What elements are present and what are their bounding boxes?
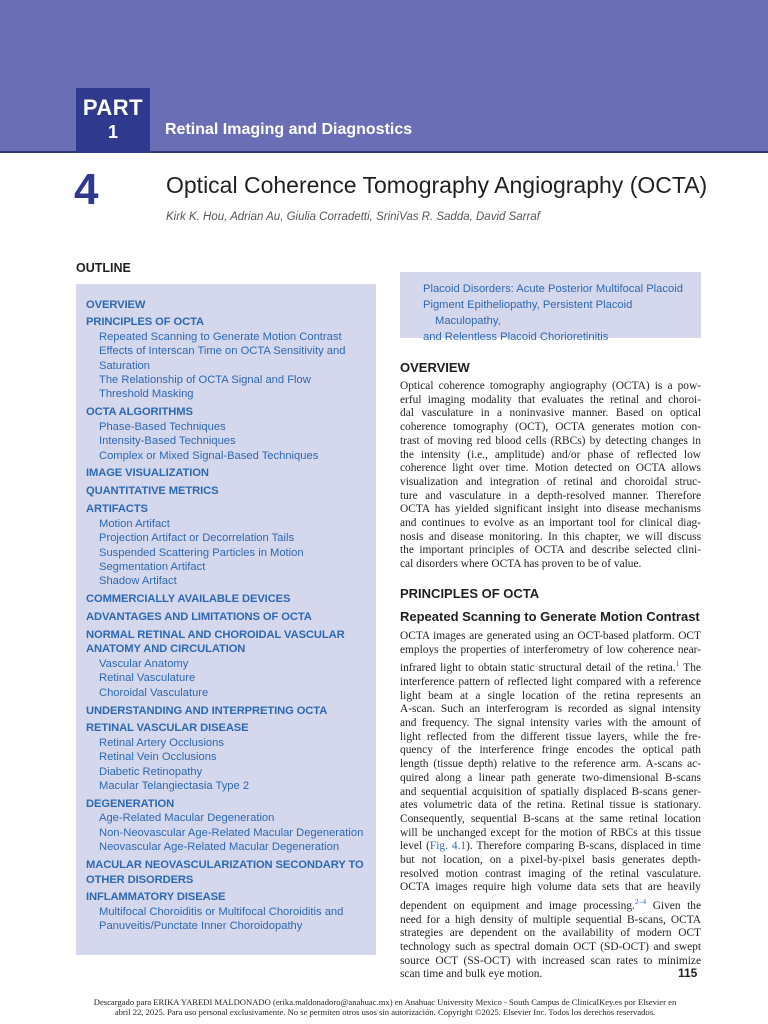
text-line: OCTA images are generated using an OCT-based platform. OCT xyxy=(400,630,701,642)
text-line: trast of moving red blood cells (RBCs) by detecting changes in xyxy=(400,434,701,447)
footer-line: Descargado para ERIKA YAREDI MALDONADO (erika.maldonadoro@anahuac.mx) en Anahuac University Mexico - South Campus de ClinicalKey.es por Elsevier en xyxy=(93,997,677,1007)
text-line: level (Fig. 4.1). Therefore comparing B-scans, displaced in time xyxy=(400,840,701,853)
outline-subsection-link[interactable] xyxy=(86,736,366,750)
text-line: A-scan. Such an interferogram is recorded as signal intensity xyxy=(400,703,701,716)
outline-section-link[interactable] xyxy=(86,466,366,480)
chapter-authors: Kirk K. Hou, Adrian Au, Giulia Corradetti, SriniVas R. Sadda, David Sarraf xyxy=(166,211,540,223)
outline-line: COMMERCIALLY AVAILABLE DEVICES xyxy=(86,593,291,606)
outline-line: MACULAR NEOVASCULARIZATION SECONDARY TO xyxy=(86,859,364,872)
outline-section-link[interactable] xyxy=(86,592,366,606)
outline-line: Intensity-Based Techniques xyxy=(99,435,236,448)
text-line: cal disorders where OCTA has proven to be of value. xyxy=(400,558,642,571)
outline-line: Vascular Anatomy xyxy=(99,657,189,670)
outline-subsection-link[interactable] xyxy=(86,671,366,685)
text-line: Consequently, sequential B-scans at the same retinal location xyxy=(400,812,701,825)
outline-line: Effects of Interscan Time on OCTA Sensitivity and xyxy=(99,345,346,358)
text-line: quency of the interference fringe encodes the optical path xyxy=(400,744,701,757)
text-line: technology such as spectral domain OCT (SD-OCT) and swept xyxy=(400,941,701,954)
part-title: Retinal Imaging and Diagnostics xyxy=(165,121,413,138)
outline-section-link[interactable] xyxy=(86,797,366,811)
text-line: the important principles of OCTA and describe selected clini- xyxy=(400,544,701,557)
text-line: but not location, on a pixel-by-pixel basis generates depth- xyxy=(400,854,701,867)
text-line: coherence tomography (OCT), OCTA generates motion con- xyxy=(400,421,701,434)
outline-subsection-link[interactable] xyxy=(86,517,366,531)
outline-subsection-link[interactable] xyxy=(86,330,366,344)
outline-line: RETINAL VASCULAR DISEASE xyxy=(86,722,249,735)
overview-paragraph xyxy=(400,380,701,572)
outline-line: Projection Artifact or Decorrelation Tails xyxy=(99,532,295,545)
outline-subsection-link[interactable] xyxy=(86,779,366,793)
outline-line: Motion Artifact xyxy=(99,517,170,530)
text-line: length (tissue depth) relative to the reference arm. A-scans ac- xyxy=(400,758,701,771)
text-line: will be unchanged except for the motion of RBCs at this tissue xyxy=(400,826,701,839)
outline-section-link[interactable] xyxy=(86,858,366,887)
outline-subsection-link[interactable] xyxy=(86,449,366,463)
outline-subsection-link[interactable] xyxy=(86,765,366,779)
outline-section-link[interactable] xyxy=(86,890,366,904)
outline-section-link[interactable] xyxy=(86,502,366,516)
text-line: OCTA has yielded significant insight into disease mechanisms xyxy=(400,503,701,516)
outline-subsection-link[interactable] xyxy=(86,420,366,434)
outline-section-link[interactable] xyxy=(86,721,366,735)
outline-line: Retinal Artery Occlusions xyxy=(99,736,224,749)
text-line: light beam at a single location of the retina represents an xyxy=(400,689,701,702)
outline-line: QUANTITATIVE METRICS xyxy=(86,485,219,498)
text-line: dependent on equipment and image processing.$^{2-4}$ Given the xyxy=(400,897,701,912)
outline-line: ANATOMY AND CIRCULATION xyxy=(86,643,246,656)
outline-line: PRINCIPLES OF OCTA xyxy=(86,316,204,329)
principles-subheading: Repeated Scanning to Generate Motion Contrast xyxy=(400,609,700,624)
outline-line: Repeated Scanning to Generate Motion Contrast xyxy=(99,330,342,343)
outline-line: Complex or Mixed Signal-Based Techniques xyxy=(99,449,319,462)
outline-line: Panuveitis/Punctate Inner Choroidopathy xyxy=(99,920,303,933)
outline-line: OVERVIEW xyxy=(86,298,146,311)
outline-line: Suspended Scattering Particles in Motion xyxy=(99,546,304,559)
outline-section-link[interactable] xyxy=(86,704,366,718)
text-line: interference pattern of reflected light compared with a reference xyxy=(400,675,701,688)
reference-link[interactable]: 2–4 xyxy=(634,897,647,907)
outline-line: IMAGE VISUALIZATION xyxy=(86,467,209,480)
part-box xyxy=(76,88,150,153)
outline-subsection-link[interactable] xyxy=(86,373,366,387)
outline-subsection-link[interactable] xyxy=(86,531,366,545)
text-line: employs the properties of interferometry of low coherence near- xyxy=(400,643,701,656)
outline-continued-line: and Relentless Placoid Chorioretinitis xyxy=(423,331,609,343)
outline-link[interactable] xyxy=(423,281,689,345)
outline-subsection-link[interactable] xyxy=(86,387,366,401)
outline-line: Macular Telangiectasia Type 2 xyxy=(99,780,250,793)
part-number: 1 xyxy=(107,122,118,142)
outline-line: The Relationship of OCTA Signal and Flow xyxy=(99,374,311,387)
outline-line: Age-Related Macular Degeneration xyxy=(99,812,275,825)
outline-subsection-link[interactable] xyxy=(86,826,366,840)
figure-link[interactable]: Fig. 4.1 xyxy=(429,840,467,853)
outline-section-link[interactable] xyxy=(86,484,366,498)
text-line: light reflected from the different tissue layers, while the fre- xyxy=(400,730,701,743)
outline-subsection-link[interactable] xyxy=(86,574,366,588)
outline-line: Phase-Based Techniques xyxy=(99,420,226,433)
text-line: the intensity (i.e., amplitude) and/or phase of reflected low xyxy=(400,448,701,461)
principles-heading: PRINCIPLES OF OCTA xyxy=(400,586,540,601)
reference-link[interactable]: 1 xyxy=(675,659,680,669)
outline-subsection-link[interactable] xyxy=(86,657,366,671)
outline-line: Diabetic Retinopathy xyxy=(99,765,203,778)
outline-section-link[interactable] xyxy=(86,298,366,312)
download-footer xyxy=(70,997,700,1017)
outline-line: Multifocal Choroiditis or Multifocal Choroiditis and xyxy=(99,905,344,918)
text-line: scan time and bulk eye motion. xyxy=(400,968,543,981)
text-line: Optical coherence tomography angiography (OCTA) is a pow- xyxy=(400,380,701,392)
outline-continued-box xyxy=(400,272,701,343)
text-line: and sequential acquisition of spatially displaced B-scans gener- xyxy=(400,785,701,798)
text-line: visualization and integration of retinal and choroidal struc- xyxy=(400,475,701,488)
outline-line: Segmentation Artifact xyxy=(99,560,206,573)
text-line: ates volumetric data of the retina. Retinal tissue is stationary. xyxy=(400,799,701,812)
overview-heading: OVERVIEW xyxy=(400,360,470,375)
outline-line: Shadow Artifact xyxy=(99,575,177,588)
text-line: and frequency. The signal intensity varies with the amount of xyxy=(400,717,701,730)
outline-line: DEGENERATION xyxy=(86,798,175,810)
principles-paragraph xyxy=(400,630,701,982)
outline-subsection-link[interactable] xyxy=(86,811,366,825)
outline-subsection-link[interactable] xyxy=(86,434,366,448)
text-line: coherence light over time. Motion detected on OCTA allows xyxy=(400,462,701,475)
text-line: strategies are dependent on the availability of modern OCT xyxy=(400,927,701,940)
outline-line: OTHER DISORDERS xyxy=(86,873,194,886)
outline-label: OUTLINE xyxy=(76,261,131,275)
outline-line: ARTIFACTS xyxy=(86,503,148,516)
outline-subsection-link[interactable] xyxy=(86,560,366,574)
outline-box xyxy=(76,284,376,955)
outline-subsection-link[interactable] xyxy=(86,686,366,700)
chapter-title: Optical Coherence Tomography Angiography (OCTA) xyxy=(166,172,708,198)
outline-section-link[interactable] xyxy=(86,610,366,624)
outline-subsection-link[interactable] xyxy=(86,344,366,373)
text-line: ture and vasculature in a depth-resolved manner. Therefore xyxy=(400,489,701,502)
outline-section-link[interactable] xyxy=(86,315,366,329)
outline-line: Saturation xyxy=(99,359,150,372)
outline-line: UNDERSTANDING AND INTERPRETING OCTA xyxy=(86,704,328,717)
outline-line: Non-Neovascular Age-Related Macular Degeneration xyxy=(99,826,364,839)
outline-line: OCTA ALGORITHMS xyxy=(86,406,193,419)
outline-section-link[interactable] xyxy=(86,628,366,657)
part-word: PART xyxy=(82,95,144,120)
outline-section-link[interactable] xyxy=(86,405,366,419)
text-line: erful imaging modality that evaluates the retinal and choroi- xyxy=(400,393,701,406)
outline-line: NORMAL RETINAL AND CHOROIDAL VASCULAR xyxy=(86,629,345,642)
outline-line: INFLAMMATORY DISEASE xyxy=(86,891,226,904)
text-line: resolved motion contrast imaging of the retinal vasculature. xyxy=(400,867,701,880)
text-line: quired along a linear path generate two-dimensional B-scans xyxy=(400,771,701,784)
text-line: need for a high density of multiple sequential B-scans, OCTA xyxy=(400,913,701,926)
outline-line: Neovascular Age-Related Macular Degeneration xyxy=(99,841,340,854)
text-line: dal vasculature in a noninvasive manner. Based on optical xyxy=(400,407,701,420)
chapter-number: 4 xyxy=(74,165,99,214)
page-number: 115 xyxy=(678,966,698,980)
outline-line: Choroidal Vasculature xyxy=(99,686,209,699)
text-line: source OCT (SS-OCT) with increased scan rates to minimize xyxy=(400,954,701,967)
footer-line: abril 22, 2025. Para uso personal exclusivamente. No se permiten otros usos sin autorización. Copyright ©2025. Elsevier Inc. Todos los derechos reservados. xyxy=(114,1007,656,1018)
text-line: and continues to evolve as an important tool for clinical diag- xyxy=(400,517,701,530)
outline-line: Retinal Vasculature xyxy=(99,672,196,685)
outline-subsection-link[interactable] xyxy=(86,840,366,854)
outline-subsection-link[interactable] xyxy=(86,905,366,934)
outline-subsection-link[interactable] xyxy=(86,546,366,560)
outline-continued-line: Placoid Disorders: Acute Posterior Multifocal Placoid xyxy=(423,283,683,295)
outline-line: ADVANTAGES AND LIMITATIONS OF OCTA xyxy=(86,611,312,624)
outline-subsection-link[interactable] xyxy=(86,750,366,764)
text-line: OCTA images require high volume data sets that are heavily xyxy=(400,881,701,894)
text-line: infrared light to obtain static structural detail of the retina.$^1$ The xyxy=(400,659,701,675)
outline-line: Retinal Vein Occlusions xyxy=(99,751,217,764)
outline-line: Threshold Masking xyxy=(99,388,194,401)
text-line: nosis and disease monitoring. In this chapter, we will discuss xyxy=(400,530,701,543)
outline-continued-line: Pigment Epitheliopathy, Persistent Placoid Maculopathy, xyxy=(423,299,633,327)
